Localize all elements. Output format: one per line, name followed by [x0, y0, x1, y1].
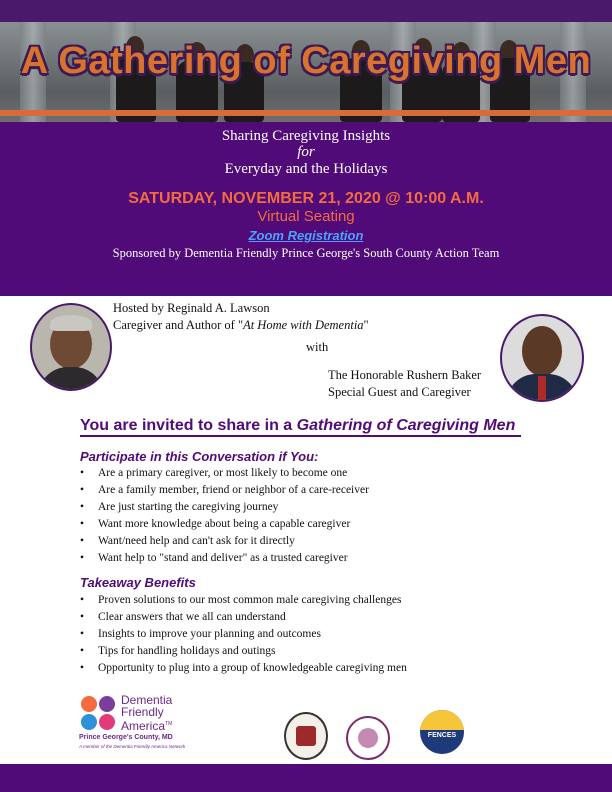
top-strip: [0, 0, 612, 22]
list-item: • Want/need help and can't ask for it directly: [80, 533, 369, 550]
host-role: Caregiver and Author of "At Home with Dementia": [113, 318, 369, 332]
book-title: At Home with Dementia: [243, 318, 364, 332]
with-label: with: [306, 340, 329, 354]
guest-role: Special Guest and Caregiver: [328, 385, 471, 399]
list-item: • Are a primary caregiver, or most likely to become one: [80, 465, 369, 482]
list-item: • Insights to improve your planning and outcomes: [80, 626, 407, 643]
benefits-list: [80, 592, 407, 677]
invite-heading: You are invited to share in a Gathering of Caregiving Men: [80, 417, 521, 437]
list-item: • Tips for handling holidays and outings: [80, 643, 407, 660]
subtitle-line-1: Sharing Caregiving Insights: [221, 128, 391, 144]
list-item: • Opportunity to plug into a group of knowledgeable caregiving men: [80, 660, 407, 677]
guest-info: [328, 367, 481, 401]
bottom-bar: [0, 764, 612, 792]
aging-services-seal-icon: [346, 716, 390, 760]
guest-name: The Honorable Rushern Baker: [328, 368, 482, 382]
zoom-registration-link[interactable]: Zoom Registration: [248, 228, 364, 243]
fences-logo: FENCES: [420, 710, 464, 754]
sponsor-line: Sponsored by Dementia Friendly Prince George's South County Action Team: [112, 246, 500, 260]
subtitle-line-2: Everyday and the Holidays: [224, 161, 388, 177]
guest-avatar: [500, 314, 584, 402]
dementia-friendly-america-logo: Dementia Friendly America™ Prince George's County, MD A member of the Dementia Friendly America Network: [79, 693, 186, 749]
list-item: • Proven solutions to our most common male caregiving challenges: [80, 592, 407, 609]
list-item: • Clear answers that we all can understand: [80, 609, 407, 626]
county-seal-icon: [284, 712, 328, 760]
list-item: • Want help to "stand and deliver" as a trusted caregiver: [80, 550, 369, 567]
banner-accent-bar: [0, 110, 612, 116]
list-item: • Are a family member, friend or neighbor of a care-receiver: [80, 482, 369, 499]
event-header-panel: [0, 122, 612, 296]
logo-member-text: A member of the Dementia Friendly America Network: [79, 744, 186, 749]
host-name: Hosted by Reginald A. Lawson: [113, 301, 270, 315]
host-avatar: [30, 303, 112, 391]
participate-heading: Participate in this Conversation if You:: [80, 449, 319, 464]
host-info: [113, 300, 369, 334]
subtitle-for: for: [297, 144, 315, 160]
banner-title: A Gathering of Caregiving Men: [20, 40, 592, 82]
participate-list: [80, 465, 369, 567]
list-item: • Are just starting the caregiving journey: [80, 499, 369, 516]
benefits-heading: Takeaway Benefits: [80, 575, 196, 590]
virtual-seating: Virtual Seating: [257, 208, 355, 225]
invite-emphasis: Gathering of Caregiving Men: [296, 417, 516, 434]
event-date: SATURDAY, NOVEMBER 21, 2020 @ 10:00 A.M.: [128, 190, 484, 207]
list-item: • Want more knowledge about being a capable caregiver: [80, 516, 369, 533]
logo-county: Prince George's County, MD: [79, 734, 173, 741]
